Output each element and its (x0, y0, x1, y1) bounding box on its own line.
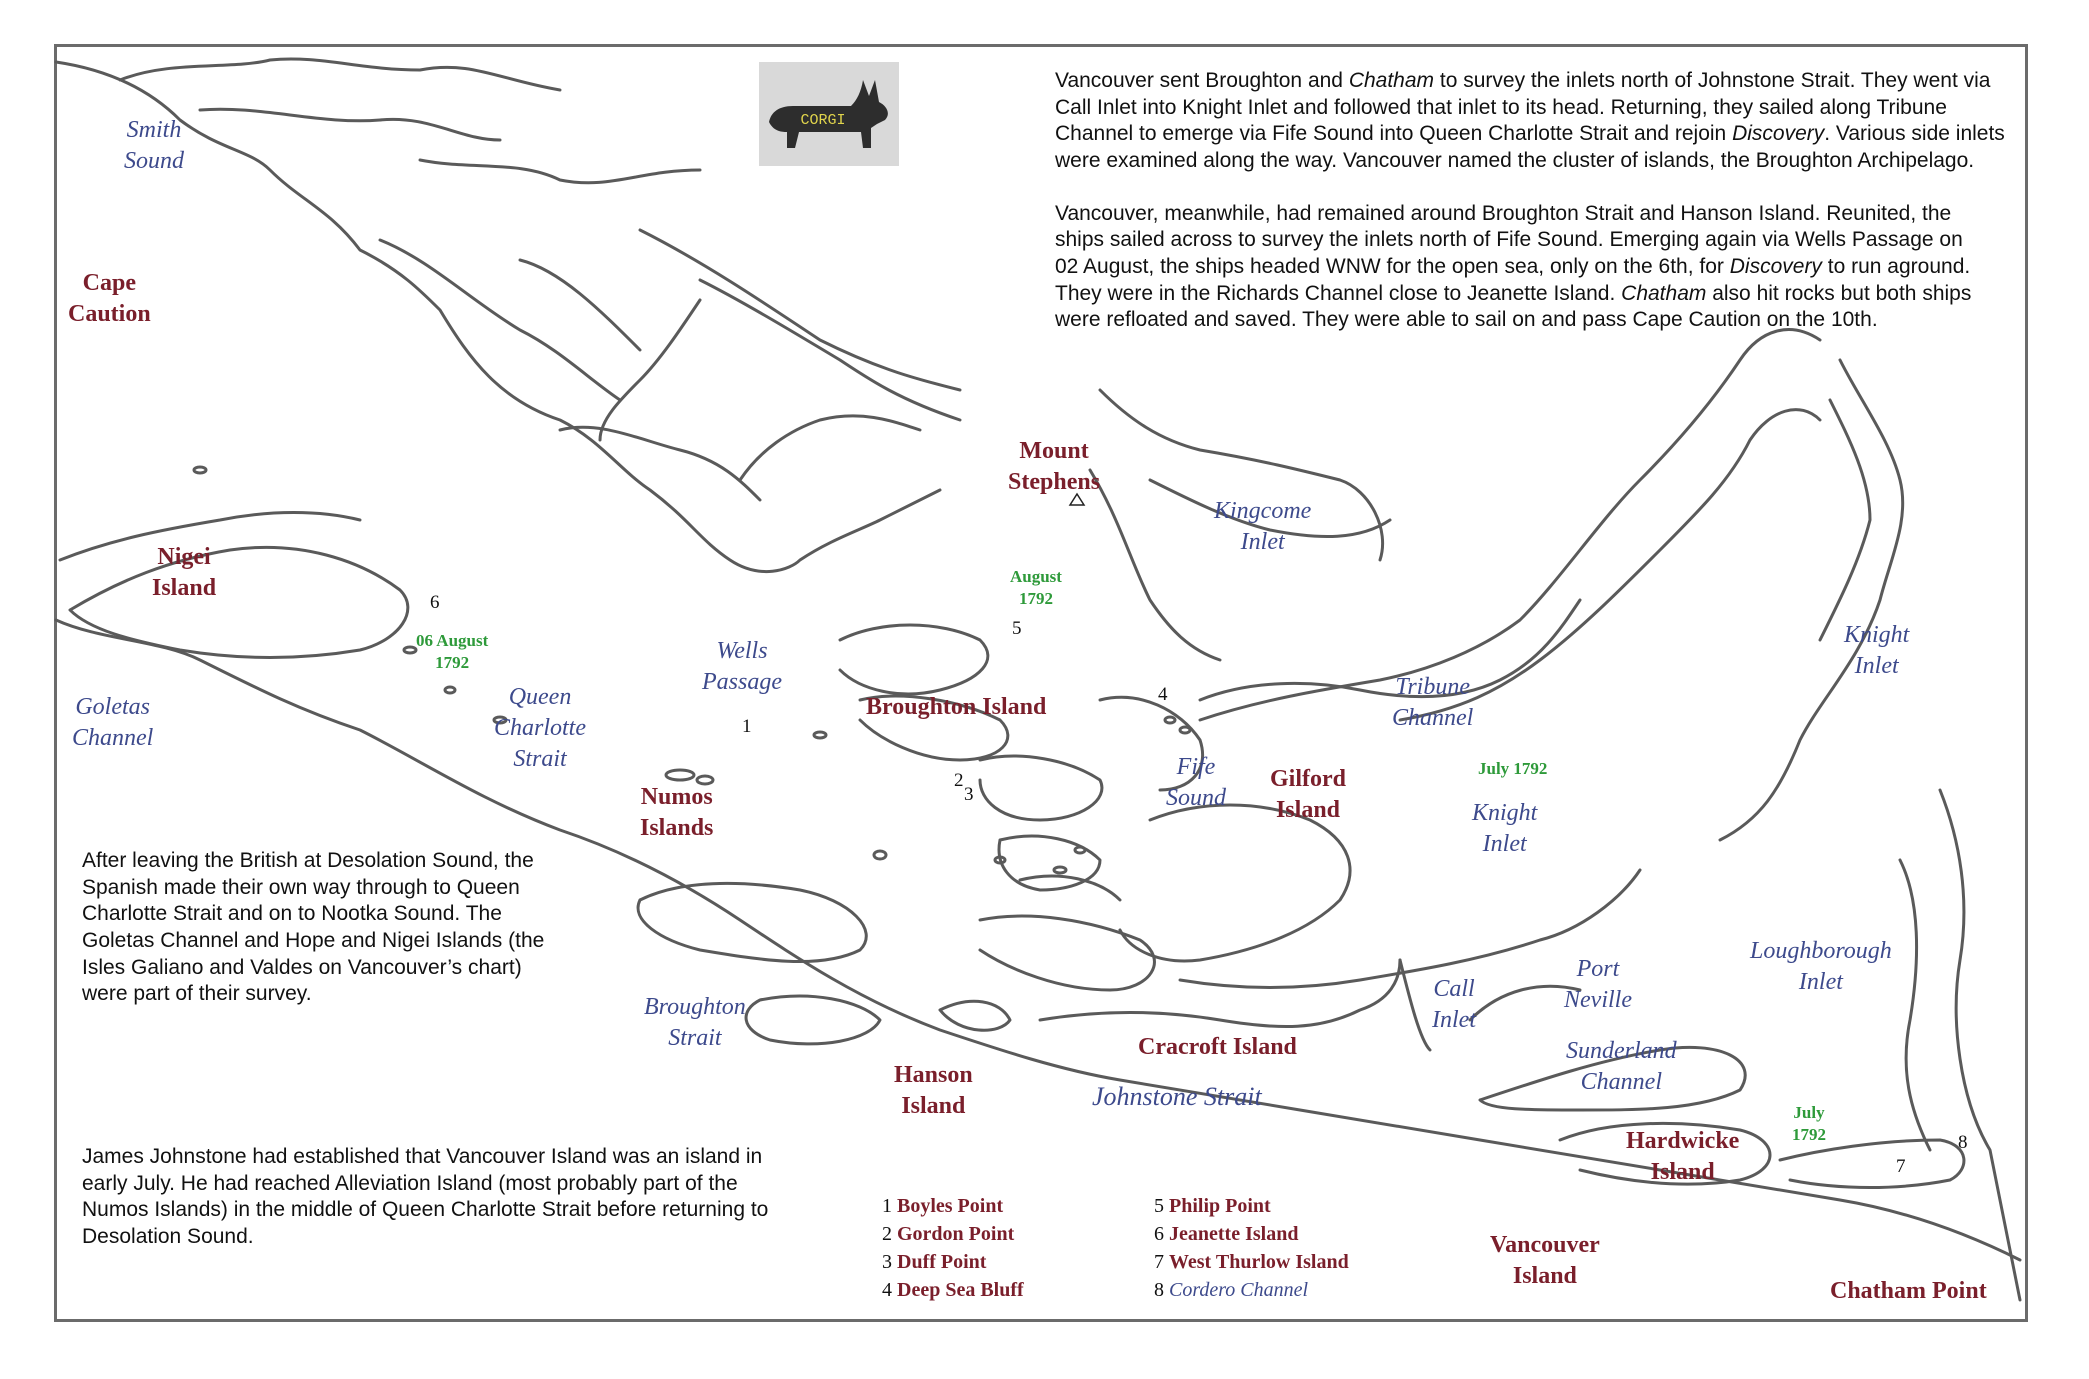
marker-1: 1 (742, 716, 752, 737)
label-hardwicke-island: Hardwicke Island (1626, 1128, 1740, 1186)
label-queen-charlotte-strait: Queen Charlotte Strait (494, 684, 587, 773)
label-sunderland-channel: Sunderland Channel (1566, 1038, 1677, 1096)
logo-text: CORGI (800, 112, 846, 129)
legend-item: 7 West Thurlow Island (1154, 1251, 1349, 1273)
label-nigei-island: Nigei Island (152, 544, 217, 602)
label-gilford-island: Gilford Island (1270, 766, 1346, 824)
marker-4: 4 (1158, 684, 1168, 705)
label-johnstone-strait: Johnstone Strait (1092, 1082, 1262, 1111)
label-tribune-channel: Tribune Channel (1392, 674, 1474, 732)
marker-7: 7 (1896, 1156, 1906, 1177)
label-cracroft-island: Cracroft Island (1138, 1034, 1297, 1060)
label-port-neville: Port Neville (1564, 956, 1632, 1014)
label-broughton-island: Broughton Island (866, 694, 1047, 720)
date-august-1792: August 1792 (1010, 567, 1062, 609)
marker-3: 3 (964, 784, 974, 805)
legend-item: 2 Gordon Point (882, 1223, 1015, 1245)
legend-item: 4 Deep Sea Bluff (882, 1279, 1024, 1301)
label-loughborough-inlet: Loughborough Inlet (1750, 938, 1892, 996)
label-mount-stephens: Mount Stephens (1008, 438, 1101, 496)
label-knight-inlet-lower: Knight Inlet (1472, 800, 1538, 858)
corgi-logo (759, 62, 899, 166)
label-smith-sound: Smith Sound (124, 117, 184, 175)
label-knight-inlet-upper: Knight Inlet (1844, 622, 1910, 680)
date-july-1792-upper: July 1792 (1478, 759, 1548, 778)
legend-item: 8 Cordero Channel (1154, 1279, 1309, 1301)
marker-8: 8 (1958, 1132, 1968, 1153)
corgi-dog-icon (759, 62, 899, 166)
marker-6: 6 (430, 592, 440, 613)
legend-item: 6 Jeanette Island (1154, 1223, 1299, 1245)
legend-item: 5 Philip Point (1154, 1195, 1271, 1217)
date-06-august-1792: 06 August 1792 (416, 631, 489, 673)
note-left-middle: After leaving the British at Desolation Sound, the Spanish made their own way through to Queen Charlotte Strait and on to Nootka Sound. The Goletas Channel and Hope and Nigei Islands (the Isles Galiano and Valdes on Vancouver’s chart) were part of their survey. (82, 849, 545, 1006)
label-wells-passage: Wells Passage (702, 638, 782, 696)
label-call-inlet: Call Inlet (1432, 976, 1476, 1034)
note-top-right: Vancouver sent Broughton and Chatham to survey the inlets north of Johnstone Strait. They went via Call Inlet into Knight Inlet and followed that inlet to its head. Returning, they sailed along Tribune Channel to emerge via Fife Sound into Queen Charlotte Strait and rejoin Discovery. Various side inlets were examined along the way. Vancouver named the cluster of islands, the Broughton Archipelago. Vancouver, meanwhile, had remained around Broughton Strait and Hanson Island. Reunited, the ships sailed across to survey the inlets north of Fife Sound. Emerging again via Wells Passage on 02 August, the ships headed WNW for the open sea, only on the 6th, for Discovery to run aground. They were in the Richards Channel close to Jeanette Island. Chatham also hit rocks but both ships were refloated and saved. They were able to sail on and pass Cape Caution on the 10th. (1055, 69, 2005, 332)
legend-right (1154, 1192, 1349, 1304)
marker-2: 2 (954, 770, 964, 791)
date-july-1792-lower: July 1792 (1792, 1103, 1826, 1145)
label-chatham-point: Chatham Point (1830, 1278, 1987, 1304)
label-kingcome-inlet: Kingcome Inlet (1214, 498, 1312, 556)
label-broughton-strait: Broughton Strait (644, 994, 746, 1052)
label-fife-sound: Fife Sound (1166, 754, 1226, 812)
label-hanson-island: Hanson Island (894, 1062, 973, 1120)
label-cape-caution: Cape Caution (68, 270, 151, 328)
label-numos-islands: Numos Islands (640, 784, 714, 842)
label-goletas-channel: Goletas Channel (72, 694, 154, 752)
label-vancouver-island: Vancouver Island (1490, 1232, 1600, 1290)
legend-item: 3 Duff Point (882, 1251, 987, 1273)
legend-left (882, 1192, 1024, 1304)
marker-5: 5 (1012, 618, 1022, 639)
legend-item: 1 Boyles Point (882, 1195, 1004, 1217)
note-left-bottom: James Johnstone had established that Vancouver Island was an island in early July. He had reached Alleviation Island (most probably part of the Numos Islands) in the middle of Queen Charlotte Strait before returning to Desolation Sound. (82, 1145, 769, 1248)
